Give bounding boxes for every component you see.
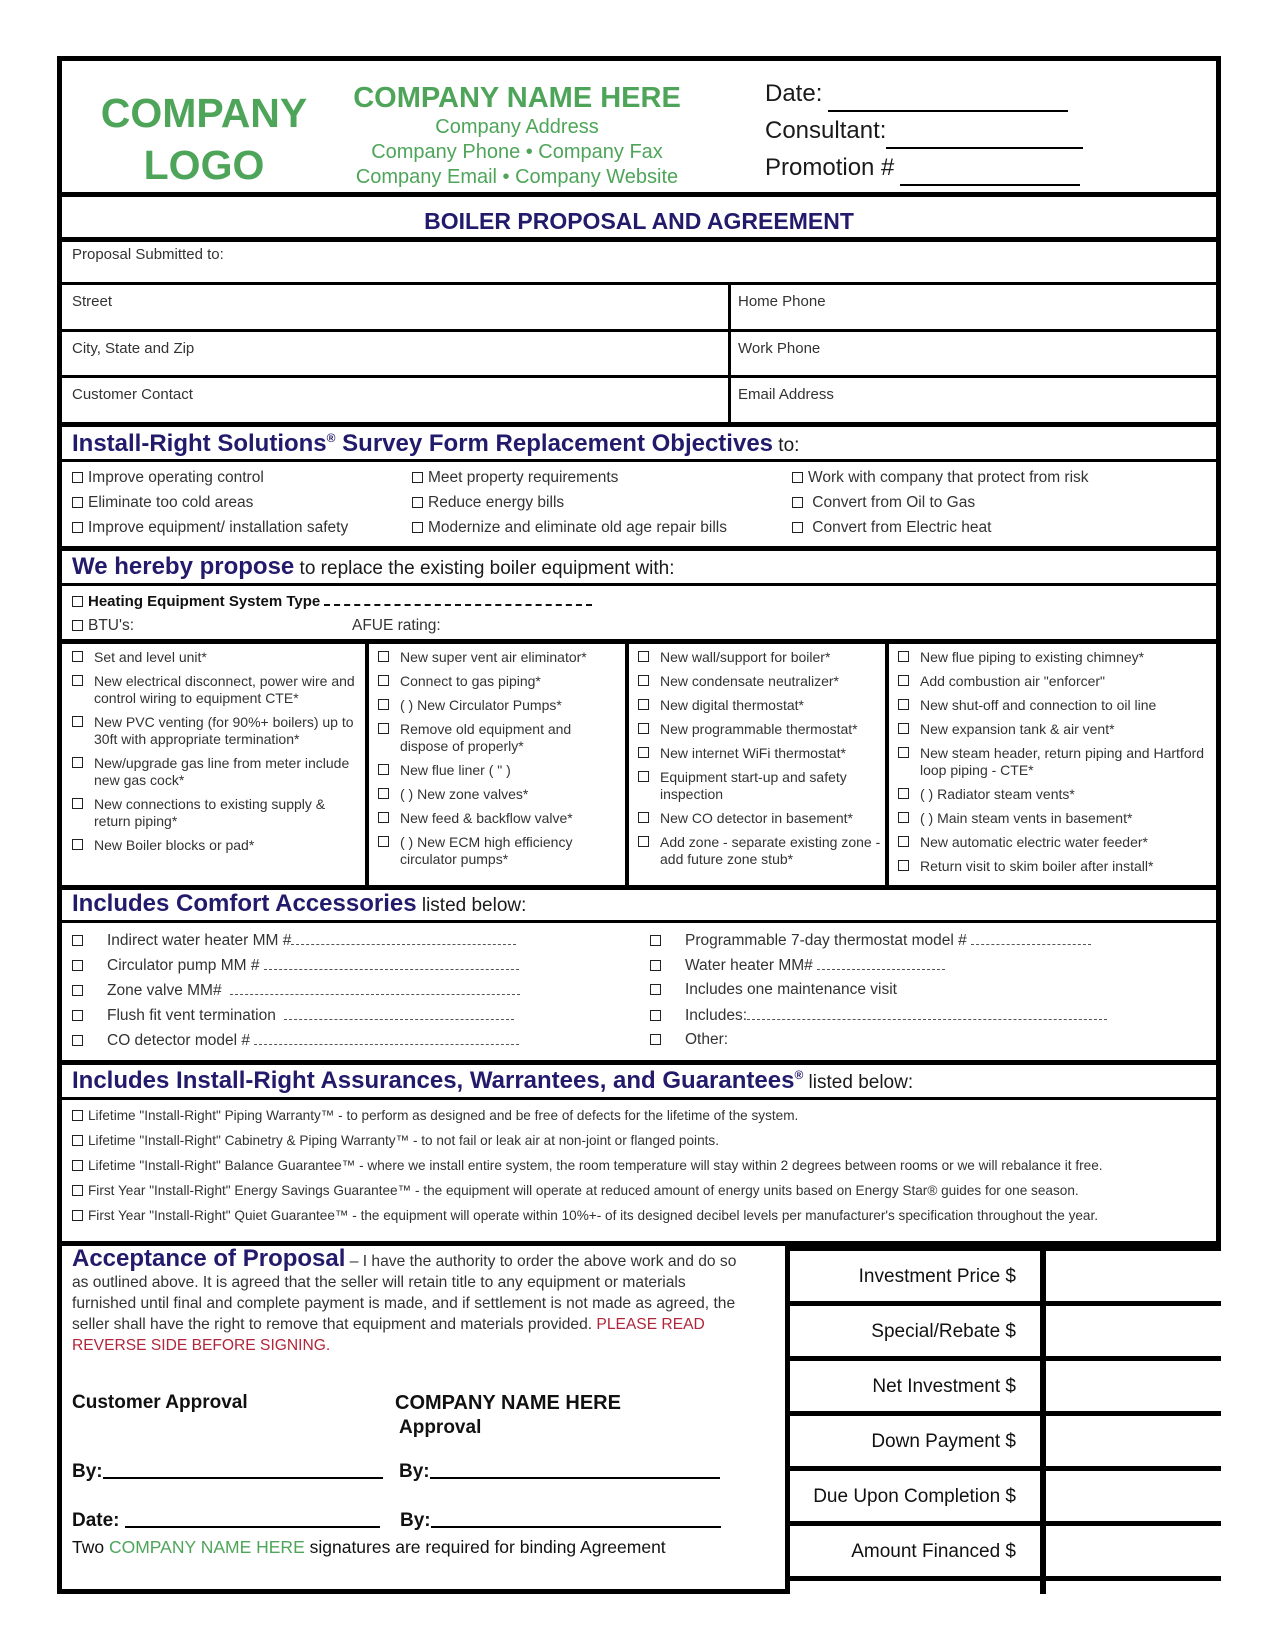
equipment-label: Remove old equipment and dispose of properly* xyxy=(400,721,572,754)
objective-item[interactable] xyxy=(72,469,264,487)
equipment-item[interactable] xyxy=(898,673,1216,690)
equipment-label: New steam header, return piping and Hartford loop piping - CTE* xyxy=(920,745,1205,778)
work-phone-field[interactable]: Work Phone xyxy=(738,340,821,357)
customer-approval-label: Customer Approval xyxy=(72,1392,248,1413)
company-info xyxy=(347,81,687,190)
date-field[interactable] xyxy=(828,86,1068,112)
financial-value-field[interactable] xyxy=(1034,1251,1212,1303)
divider xyxy=(62,375,1216,378)
checkbox[interactable] xyxy=(378,812,389,823)
comfort-heading xyxy=(72,890,526,918)
comfort-item[interactable] xyxy=(72,931,516,950)
assurance-item[interactable] xyxy=(72,1107,798,1124)
signature-line[interactable] xyxy=(431,1508,721,1528)
divider xyxy=(885,644,889,886)
street-field[interactable]: Street xyxy=(72,293,113,310)
assurance-item[interactable] xyxy=(72,1182,1079,1199)
blank-field[interactable] xyxy=(747,1006,1107,1020)
equipment-item[interactable] xyxy=(638,745,883,762)
equipment-column-4 xyxy=(898,649,1216,882)
divider xyxy=(365,644,369,886)
equipment-label: New connections to existing supply & return piping* xyxy=(94,796,326,829)
checkbox[interactable] xyxy=(898,651,909,662)
objective-item[interactable] xyxy=(412,494,564,512)
objective-label: Eliminate too cold areas xyxy=(88,494,254,511)
objective-label: Improve equipment/ installation safety xyxy=(88,519,349,536)
objective-label: Meet property requirements xyxy=(428,469,619,486)
financial-label: Down Payment $ xyxy=(871,1431,1016,1452)
checkbox[interactable] xyxy=(638,723,649,734)
company-phone-fax: Company Phone • Company Fax xyxy=(371,141,663,163)
equipment-label: New internet WiFi thermostat* xyxy=(660,745,846,761)
equipment-label: New PVC venting (for 90%+ boilers) up to 30ft with appropriate termination* xyxy=(94,714,354,747)
system-type-blank[interactable] xyxy=(324,592,592,606)
equipment-item[interactable] xyxy=(638,673,883,690)
blank-field[interactable] xyxy=(291,931,516,945)
company-address: Company Address xyxy=(435,116,599,138)
by-label: By: xyxy=(72,1461,103,1482)
comfort-label: Includes: xyxy=(685,1007,748,1024)
signature-note xyxy=(72,1537,666,1558)
equipment-label: New flue liner ( " ) xyxy=(400,762,511,778)
objective-item[interactable] xyxy=(412,519,727,537)
checkbox[interactable] xyxy=(72,1185,83,1196)
heading-text: Install-Right Solutions xyxy=(72,430,327,457)
equipment-column-3 xyxy=(638,649,883,875)
checkbox[interactable] xyxy=(412,522,423,533)
acceptance-body: – I have the authority to order the above work and do so as outlined above. It is agreed that the seller will retain title to any equipment or materials furnished until final and complete payment is made, and if settlement is not made as agreed, the seller shall have the right to remove that equipment and materials provided. xyxy=(72,1253,737,1333)
divider xyxy=(62,237,1216,242)
logo-line-2: LOGO xyxy=(143,142,265,188)
comfort-label: Other: xyxy=(685,1031,729,1048)
divider xyxy=(62,920,1216,923)
objective-item[interactable] xyxy=(72,494,253,512)
financial-row xyxy=(785,1416,1212,1468)
checkbox[interactable] xyxy=(72,1135,83,1146)
by-label: By: xyxy=(400,1510,431,1531)
company-approval-name: COMPANY NAME HERE xyxy=(395,1392,621,1414)
heading-tail: listed below: xyxy=(416,895,527,916)
equipment-label: New Boiler blocks or pad* xyxy=(94,837,255,853)
comfort-label: Circulator pump MM # xyxy=(107,957,260,974)
financial-row xyxy=(785,1471,1212,1523)
equipment-label: Return visit to skim boiler after install* xyxy=(920,858,1154,874)
financial-row xyxy=(785,1526,1212,1578)
checkbox[interactable] xyxy=(792,522,803,533)
equipment-item[interactable] xyxy=(72,673,357,707)
equipment-label: New digital thermostat* xyxy=(660,697,804,713)
heading-text: Includes Install-Right Assurances, Warrantees, and Guarantees xyxy=(72,1067,795,1094)
by-label: By: xyxy=(399,1461,430,1482)
objective-label: Reduce energy bills xyxy=(428,494,565,511)
divider xyxy=(62,1060,1216,1065)
note-company: COMPANY NAME HERE xyxy=(108,1537,305,1557)
financial-label: Amount Financed $ xyxy=(851,1541,1016,1562)
financial-value-field[interactable] xyxy=(1034,1471,1212,1523)
comfort-label: Indirect water heater MM # xyxy=(107,932,292,949)
assurance-label: Lifetime "Install-Right" Piping Warranty™ - to perform as designed and be free of defects for the lifetime of the system. xyxy=(88,1108,799,1123)
comfort-label: Water heater MM# xyxy=(685,957,813,974)
heading-text: We hereby propose xyxy=(72,553,295,580)
checkbox[interactable] xyxy=(792,472,803,483)
registered-mark: ® xyxy=(326,431,336,445)
blank-field[interactable] xyxy=(264,956,519,970)
objective-label: Convert from Oil to Gas xyxy=(808,494,976,511)
company-email-website: Company Email • Company Website xyxy=(355,166,679,188)
company-approval-label: Approval xyxy=(399,1417,482,1438)
equipment-column-2 xyxy=(378,649,623,875)
signature-line[interactable] xyxy=(103,1459,383,1479)
note-text: signatures are required for binding Agreement xyxy=(304,1537,666,1557)
checkbox[interactable] xyxy=(650,984,661,995)
registered-mark: ® xyxy=(794,1068,804,1082)
assurance-label: First Year "Install-Right" Quiet Guarantee™ - the equipment will operate within 10%+- of its designed decibel levels per manufacturer's specification throughout the year. xyxy=(88,1208,1099,1223)
equipment-item[interactable] xyxy=(72,649,357,666)
divider xyxy=(62,1097,1216,1100)
equipment-item[interactable] xyxy=(378,721,623,755)
financial-value-field[interactable] xyxy=(1034,1306,1212,1358)
financial-panel xyxy=(785,1246,1221,1594)
comfort-label: Zone valve MM# xyxy=(107,982,222,999)
checkbox[interactable] xyxy=(898,675,909,686)
objective-item[interactable] xyxy=(412,469,618,487)
checkbox[interactable] xyxy=(72,651,83,662)
checkbox[interactable] xyxy=(638,747,649,758)
divider xyxy=(62,546,1216,551)
checkbox[interactable] xyxy=(638,699,649,710)
checkbox[interactable] xyxy=(72,472,83,483)
checkbox[interactable] xyxy=(898,860,909,871)
form-title: BOILER PROPOSAL AND AGREEMENT xyxy=(424,208,854,234)
signature-line[interactable] xyxy=(430,1459,720,1479)
objective-item[interactable] xyxy=(792,519,991,537)
checkbox[interactable] xyxy=(72,1010,83,1021)
equipment-item[interactable] xyxy=(898,810,1216,827)
company-logo xyxy=(84,87,324,191)
checkbox[interactable] xyxy=(72,522,83,533)
comfort-item[interactable] xyxy=(650,1006,1107,1025)
afue-field[interactable]: AFUE rating: xyxy=(352,617,441,634)
divider xyxy=(62,282,1216,285)
equipment-item[interactable] xyxy=(638,834,883,868)
email-address-field[interactable]: Email Address xyxy=(738,386,834,403)
city-state-zip-field[interactable]: City, State and Zip xyxy=(72,340,195,357)
objective-item[interactable] xyxy=(792,494,975,512)
comfort-item[interactable] xyxy=(650,981,897,999)
equipment-label: New super vent air eliminator* xyxy=(400,649,587,665)
acceptance-heading: Acceptance of Proposal xyxy=(72,1245,346,1272)
assurance-label: Lifetime "Install-Right" Cabinetry & Piping Warranty™ - to not fail or leak air at non-joint or flanged points. xyxy=(88,1133,719,1148)
checkbox[interactable] xyxy=(72,1210,83,1221)
objective-label: Improve operating control xyxy=(88,469,264,486)
comfort-item[interactable] xyxy=(650,1031,728,1049)
comfort-label: Flush fit vent termination xyxy=(107,1007,276,1024)
checkbox[interactable] xyxy=(412,497,423,508)
comfort-item[interactable] xyxy=(650,956,945,975)
divider xyxy=(625,644,629,886)
divider xyxy=(785,1576,1221,1581)
equipment-label: ( ) New ECM high efficiency circulator pumps* xyxy=(400,834,573,867)
system-type-label: Heating Equipment System Type xyxy=(88,593,321,610)
comfort-item[interactable] xyxy=(72,956,519,975)
checkbox[interactable] xyxy=(72,596,83,607)
customer-contact-field[interactable]: Customer Contact xyxy=(72,386,193,403)
assurance-label: First Year "Install-Right" Energy Savings Guarantee™ - the equipment will operate at reduced amount of energy units based on Energy Star® guides for one season. xyxy=(88,1183,1079,1198)
objectives-heading xyxy=(72,430,799,458)
proposal-submitted-to-field[interactable]: Proposal Submitted to: xyxy=(72,246,224,263)
assurance-item[interactable] xyxy=(72,1207,1098,1224)
objective-item[interactable] xyxy=(72,519,348,537)
financial-row xyxy=(785,1361,1212,1413)
heading-text: Includes Comfort Accessories xyxy=(72,890,417,917)
company-by-field-1[interactable] xyxy=(399,1459,720,1483)
heading-tail: listed below: xyxy=(803,1072,914,1093)
checkbox[interactable] xyxy=(72,985,83,996)
heading-tail: to: xyxy=(773,435,800,456)
equipment-item[interactable] xyxy=(378,649,623,666)
equipment-item[interactable] xyxy=(72,755,357,789)
assurance-item[interactable] xyxy=(72,1132,719,1149)
equipment-item[interactable] xyxy=(898,858,1216,875)
equipment-label: New automatic electric water feeder* xyxy=(920,834,1148,850)
blank-field[interactable] xyxy=(254,1031,519,1045)
propose-heading xyxy=(72,553,675,581)
date-label: Date: xyxy=(765,80,823,107)
equipment-item[interactable] xyxy=(378,673,623,690)
consultant-label: Consultant: xyxy=(765,117,887,144)
equipment-label: New condensate neutralizer* xyxy=(660,673,839,689)
financial-value-field[interactable] xyxy=(1034,1526,1212,1578)
checkbox[interactable] xyxy=(72,1035,83,1046)
financial-value-field[interactable] xyxy=(1034,1361,1212,1413)
financial-label: Net Investment $ xyxy=(872,1376,1016,1397)
equipment-item[interactable] xyxy=(638,649,883,666)
objective-item[interactable] xyxy=(792,469,1089,487)
divider xyxy=(728,282,731,424)
equipment-label: ( ) Radiator steam vents* xyxy=(920,786,1075,802)
equipment-item[interactable] xyxy=(378,762,623,779)
financial-row xyxy=(785,1251,1212,1303)
equipment-item[interactable] xyxy=(898,786,1216,803)
equipment-item[interactable] xyxy=(898,697,1216,714)
checkbox[interactable] xyxy=(898,699,909,710)
checkbox[interactable] xyxy=(72,1110,83,1121)
note-text: Two xyxy=(72,1537,109,1557)
equipment-item[interactable] xyxy=(638,721,883,738)
equipment-label: Set and level unit* xyxy=(94,649,207,665)
objective-label: Work with company that protect from risk xyxy=(808,469,1089,486)
checkbox[interactable] xyxy=(72,798,83,809)
equipment-item[interactable] xyxy=(378,697,623,714)
equipment-item[interactable] xyxy=(378,786,623,803)
checkbox[interactable] xyxy=(72,675,83,686)
checkbox[interactable] xyxy=(378,788,389,799)
equipment-item[interactable] xyxy=(638,697,883,714)
checkbox[interactable] xyxy=(638,651,649,662)
checkbox[interactable] xyxy=(638,812,649,823)
equipment-item[interactable] xyxy=(898,745,1216,779)
comfort-label: Includes one maintenance visit xyxy=(685,981,897,998)
acceptance-warning: PLEASE READ REVERSE SIDE BEFORE SIGNING. xyxy=(72,1316,705,1354)
divider xyxy=(62,459,1216,462)
equipment-label: Equipment start-up and safety inspection xyxy=(660,769,847,802)
home-phone-field[interactable]: Home Phone xyxy=(738,293,826,310)
objective-label: Convert from Electric heat xyxy=(808,519,992,536)
equipment-label: New feed & backflow valve* xyxy=(400,810,573,826)
checkbox[interactable] xyxy=(650,935,661,946)
equipment-label: ( ) Main steam vents in basement* xyxy=(920,810,1133,826)
checkbox[interactable] xyxy=(378,723,389,734)
equipment-label: New CO detector in basement* xyxy=(660,810,853,826)
equipment-label: Add combustion air "enforcer" xyxy=(920,673,1106,689)
equipment-label: New flue piping to existing chimney* xyxy=(920,649,1145,665)
heading-text: Survey Form Replacement Objectives xyxy=(335,430,774,457)
checkbox[interactable] xyxy=(650,1034,661,1045)
blank-field[interactable] xyxy=(284,1006,514,1020)
checkbox[interactable] xyxy=(898,723,909,734)
assurance-item[interactable] xyxy=(72,1157,1103,1174)
assurances-heading xyxy=(72,1067,913,1095)
equipment-label: New electrical disconnect, power wire and control wiring to equipment CTE* xyxy=(94,673,355,706)
checkbox[interactable] xyxy=(638,675,649,686)
header-meta xyxy=(765,75,1083,186)
equipment-column-1 xyxy=(72,649,357,861)
equipment-item[interactable] xyxy=(898,649,1216,666)
equipment-label: Add zone - separate existing zone - add future zone stub* xyxy=(660,834,881,867)
equipment-item[interactable] xyxy=(378,810,623,827)
equipment-label: ( ) New Circulator Pumps* xyxy=(400,697,562,713)
comfort-item[interactable] xyxy=(650,931,1091,950)
financial-row xyxy=(785,1306,1212,1358)
btu-field[interactable] xyxy=(72,617,134,635)
system-type-field[interactable] xyxy=(72,592,592,611)
comfort-item[interactable] xyxy=(72,981,520,1000)
divider xyxy=(62,329,1216,332)
checkbox[interactable] xyxy=(72,1160,83,1171)
checkbox[interactable] xyxy=(412,472,423,483)
financial-value-field[interactable] xyxy=(1034,1416,1212,1468)
equipment-item[interactable] xyxy=(898,834,1216,851)
checkbox[interactable] xyxy=(792,497,803,508)
comfort-label: CO detector model # xyxy=(107,1032,251,1049)
checkbox[interactable] xyxy=(378,764,389,775)
customer-date-field[interactable] xyxy=(72,1508,380,1532)
checkbox[interactable] xyxy=(638,836,649,847)
checkbox[interactable] xyxy=(72,839,83,850)
equipment-label: New shut-off and connection to oil line xyxy=(920,697,1157,713)
checkbox[interactable] xyxy=(72,960,83,971)
promotion-label: Promotion # xyxy=(765,154,895,181)
checkbox[interactable] xyxy=(378,651,389,662)
proposal-form xyxy=(57,56,1221,1594)
equipment-item[interactable] xyxy=(898,721,1216,738)
blank-field[interactable] xyxy=(971,931,1091,945)
checkbox[interactable] xyxy=(378,675,389,686)
equipment-label: ( ) New zone valves* xyxy=(400,786,529,802)
comfort-item[interactable] xyxy=(72,1031,519,1050)
equipment-label: New expansion tank & air vent* xyxy=(920,721,1115,737)
acceptance-text xyxy=(72,1245,737,1356)
equipment-item[interactable] xyxy=(72,796,357,830)
company-name: COMPANY NAME HERE xyxy=(353,82,681,114)
equipment-label: New wall/support for boiler* xyxy=(660,649,831,665)
objective-label: Modernize and eliminate old age repair bills xyxy=(428,519,727,536)
checkbox[interactable] xyxy=(72,497,83,508)
financial-label: Investment Price $ xyxy=(858,1266,1016,1287)
consultant-field[interactable] xyxy=(886,123,1083,149)
checkbox[interactable] xyxy=(72,935,83,946)
checkbox[interactable] xyxy=(650,960,661,971)
blank-field[interactable] xyxy=(230,981,520,995)
checkbox[interactable] xyxy=(898,836,909,847)
heading-tail: to replace the existing boiler equipment with: xyxy=(294,558,675,579)
date-line[interactable] xyxy=(125,1508,380,1528)
assurance-label: Lifetime "Install-Right" Balance Guarantee™ - where we install entire system, the room temperature will stay within 2 degrees between rooms or we will rebalance it free. xyxy=(88,1158,1103,1173)
checkbox[interactable] xyxy=(638,771,649,782)
checkbox[interactable] xyxy=(378,836,389,847)
comfort-label: Programmable 7-day thermostat model # xyxy=(685,932,967,949)
equipment-item[interactable] xyxy=(72,837,357,854)
equipment-grid xyxy=(62,644,1216,886)
blank-field[interactable] xyxy=(817,956,945,970)
btu-label: BTU's: xyxy=(88,617,135,634)
logo-line-1: COMPANY xyxy=(100,90,308,136)
equipment-item[interactable] xyxy=(638,810,883,827)
financial-label: Special/Rebate $ xyxy=(871,1321,1016,1342)
equipment-label: New programmable thermostat* xyxy=(660,721,858,737)
checkbox[interactable] xyxy=(378,699,389,710)
checkbox[interactable] xyxy=(72,757,83,768)
checkbox[interactable] xyxy=(898,747,909,758)
equipment-label: Connect to gas piping* xyxy=(400,673,541,689)
equipment-label: New/upgrade gas line from meter include new gas cock* xyxy=(94,755,350,788)
divider xyxy=(62,422,1216,427)
checkbox[interactable] xyxy=(898,788,909,799)
financial-label: Due Upon Completion $ xyxy=(813,1486,1016,1507)
customer-by-field[interactable] xyxy=(72,1459,383,1483)
checkbox[interactable] xyxy=(72,620,83,631)
comfort-item[interactable] xyxy=(72,1006,514,1025)
divider xyxy=(62,192,1216,197)
promotion-field[interactable] xyxy=(900,160,1080,186)
equipment-item[interactable] xyxy=(638,769,883,803)
checkbox[interactable] xyxy=(72,716,83,727)
company-by-field-2[interactable] xyxy=(400,1508,721,1532)
equipment-item[interactable] xyxy=(72,714,357,748)
checkbox[interactable] xyxy=(898,812,909,823)
equipment-item[interactable] xyxy=(378,834,623,868)
divider xyxy=(62,583,1216,586)
date-label: Date: xyxy=(72,1510,120,1531)
checkbox[interactable] xyxy=(650,1010,661,1021)
